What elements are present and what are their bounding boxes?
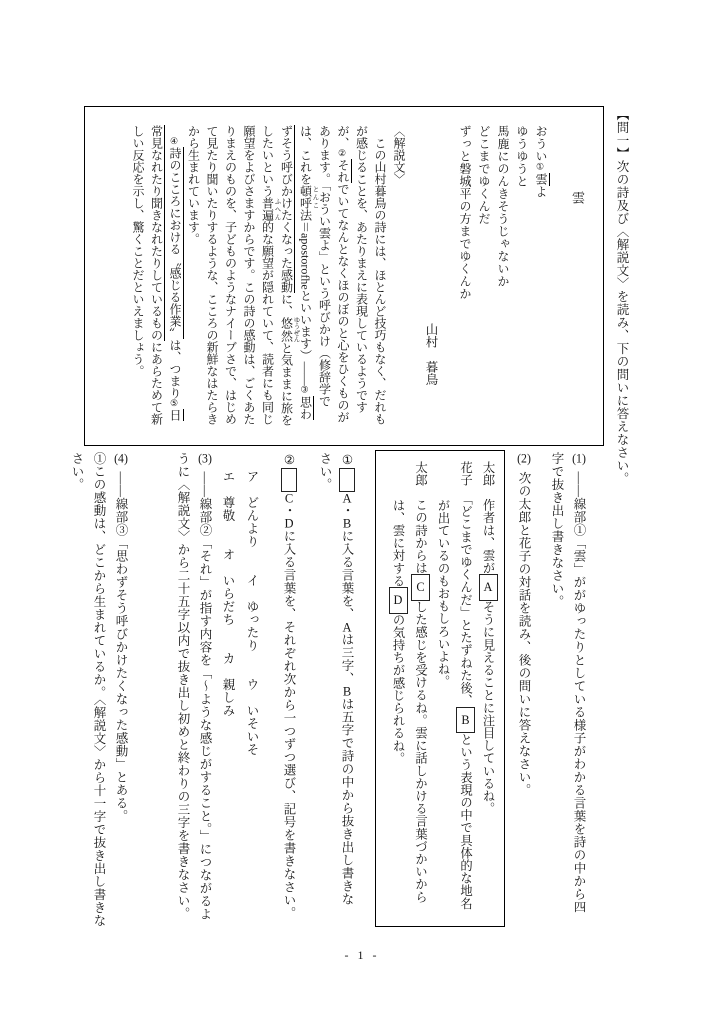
question-4-stem: (4)――線部③「思わずそう呼びかけたくなった感動」とある。 xyxy=(114,452,128,823)
reference-number: ③ xyxy=(300,385,311,396)
answer-blank-box: D xyxy=(389,587,408,613)
underline-mark: 日常見なれたり聞きなれたりしているもの xyxy=(149,125,182,421)
upright-letter: B xyxy=(342,685,352,698)
poem-line: ずっと磐城平の方までゆくんか xyxy=(458,125,472,300)
dialogue-speech-hanako: 花子 「どこまでゆくんだ」とたずねた後、Bという表現の中で具体的な地名が出ているのもおもしろいよね。 xyxy=(432,461,477,916)
dialogue-content xyxy=(376,451,504,926)
question-number-label: (1) xyxy=(572,452,586,465)
poem-title: 雲 xyxy=(570,191,585,205)
poem-and-commentary-box xyxy=(84,106,604,446)
commentary-paragraph: この山村暮鳥の詩には、ほとんど技巧もなく、だれもが感じることを、あたりまえに表現しているようですが、②それでいてなんとなくほのぼのと心をひくものがあります。「おうい雲よ」という呼びかけ（修辞学では、これを頓呼 とんこ法＝apostorofheといいます）――③思わずそう呼びかけたくなった感動に、悠然 ゆうぜんと気ままに旅をしたいという普遍 ふへん的な願望が隠れていて、読者にも同じ願望をよびさますからです。この詩の感動は、ごくあたりまえのものを、子どものようなナイーブさで、はじめて見たり聞いたりするような、こころの新鮮なはたらきから生まれています。 xyxy=(186,125,387,426)
question-2-sub-2-text: ②C・Dに入る言葉を、それぞれ次から一つずつ選び、記号を書きなさい。 xyxy=(282,452,296,920)
question-2-text: (2)次の太郎と花子の対話を読み、後の問いに答えなさい。 xyxy=(517,452,531,797)
question-2-sub-1 xyxy=(314,452,358,917)
answer-choice-row: ア どんより イ ゆったり ウ いそいそ xyxy=(245,470,259,756)
reference-number: ⑤ xyxy=(170,399,180,409)
upright-letter: A xyxy=(342,620,352,633)
poem-author: 山村 暮鳥 xyxy=(424,323,438,386)
reference-number: ② xyxy=(338,149,348,159)
commentary-heading: 〈解説文〉 xyxy=(392,125,406,185)
furigana: 頓呼 とんこ xyxy=(298,185,319,209)
poem-line: どこまでゆくんだ xyxy=(477,125,491,225)
answer-blank-box: A xyxy=(479,574,498,600)
answer-choice-row: エ 尊敬 オ いらだち カ 親しみ xyxy=(221,470,235,717)
page-number: - 1 - xyxy=(344,948,380,962)
upright-letter: D xyxy=(284,517,294,530)
furigana: 悠然 ゆうぜん xyxy=(279,316,300,343)
question-1-text: (1)――線部①「雲」ががゆったりとしている様子がわかる言葉を詩の中から四字で抜き出し書きなさい。 xyxy=(550,452,586,914)
underline-mark: 雲 xyxy=(534,173,548,186)
question-1 xyxy=(546,452,590,922)
underline-mark: 詩のこころにおける〝感じる作業〟 xyxy=(168,147,182,339)
answer-blank-box: B xyxy=(456,707,475,733)
main-question-instruction: 【問一】次の詩及び〈解説文〉を読み、下の問いに答えなさい。 xyxy=(615,108,629,485)
question-number-label: (2) xyxy=(517,452,531,465)
answer-choices xyxy=(216,470,264,780)
poem-line: おうい①雲よ xyxy=(534,125,548,198)
question-2-sub-1-text: ①A・Bに入る言葉を、Aは三字、Bは五字で詩の中から抜き出し書きなさい。 xyxy=(318,452,354,906)
poem-line: 馬鹿にのんきそうじゃないか xyxy=(496,125,510,288)
furigana: 普遍 ふへん xyxy=(260,197,281,221)
answer-blank-box xyxy=(339,468,355,492)
poem-box-content xyxy=(85,107,603,445)
question-number-label: (4) xyxy=(114,452,128,465)
question-4 xyxy=(66,452,132,927)
answer-blank-box: C xyxy=(411,574,430,600)
upright-letter: A xyxy=(342,491,352,504)
poem-body xyxy=(455,125,550,427)
question-2 xyxy=(513,452,535,922)
question-2-sub-2 xyxy=(278,452,300,932)
dialogue-speech-taro: 太郎 この詩からはCした感じを受けるね。雲に話しかける言葉づかいからは、雲に対するDの気持ちが感じられるね。 xyxy=(387,461,432,916)
poem-line: ゆうゆうと xyxy=(515,125,529,188)
answer-blank-box xyxy=(281,468,297,492)
underline-mark: それ xyxy=(336,159,350,183)
question-3 xyxy=(172,452,216,927)
underline-mark: 思わずそう呼びかけたくなった感動 xyxy=(279,125,313,420)
dialogue-box xyxy=(375,450,505,927)
upright-letter: B xyxy=(342,517,352,530)
question-4-sub-1: ①この感動は、どこから生まれているか。〈解説文〉から十一字で抜き出し書きなさい。 xyxy=(70,452,106,927)
dialogue-speech-taro: 太郎 作者は、雲がAそうに見えることに注目しているね。 xyxy=(477,461,500,916)
reference-number: ① xyxy=(536,162,546,173)
commentary-paragraph: ④詩のこころにおける〝感じる作業〟は、つまり⑤日常見なれたり聞きなれたりしているものにあらためて新しい反応を示し、驚くことだといえましょう。 xyxy=(131,125,182,425)
upright-letter: C xyxy=(284,491,294,504)
question-3-text: (3)――線部②「それ」が指す内容を「〜ような感じがすること。」につながるように〈解説文〉から二十五字以内で抜き出し初めと終わりの三字を書きなさい。 xyxy=(176,452,212,921)
commentary-text xyxy=(129,125,390,427)
reference-number: ④ xyxy=(170,137,180,147)
question-number-label: (3) xyxy=(198,452,212,465)
